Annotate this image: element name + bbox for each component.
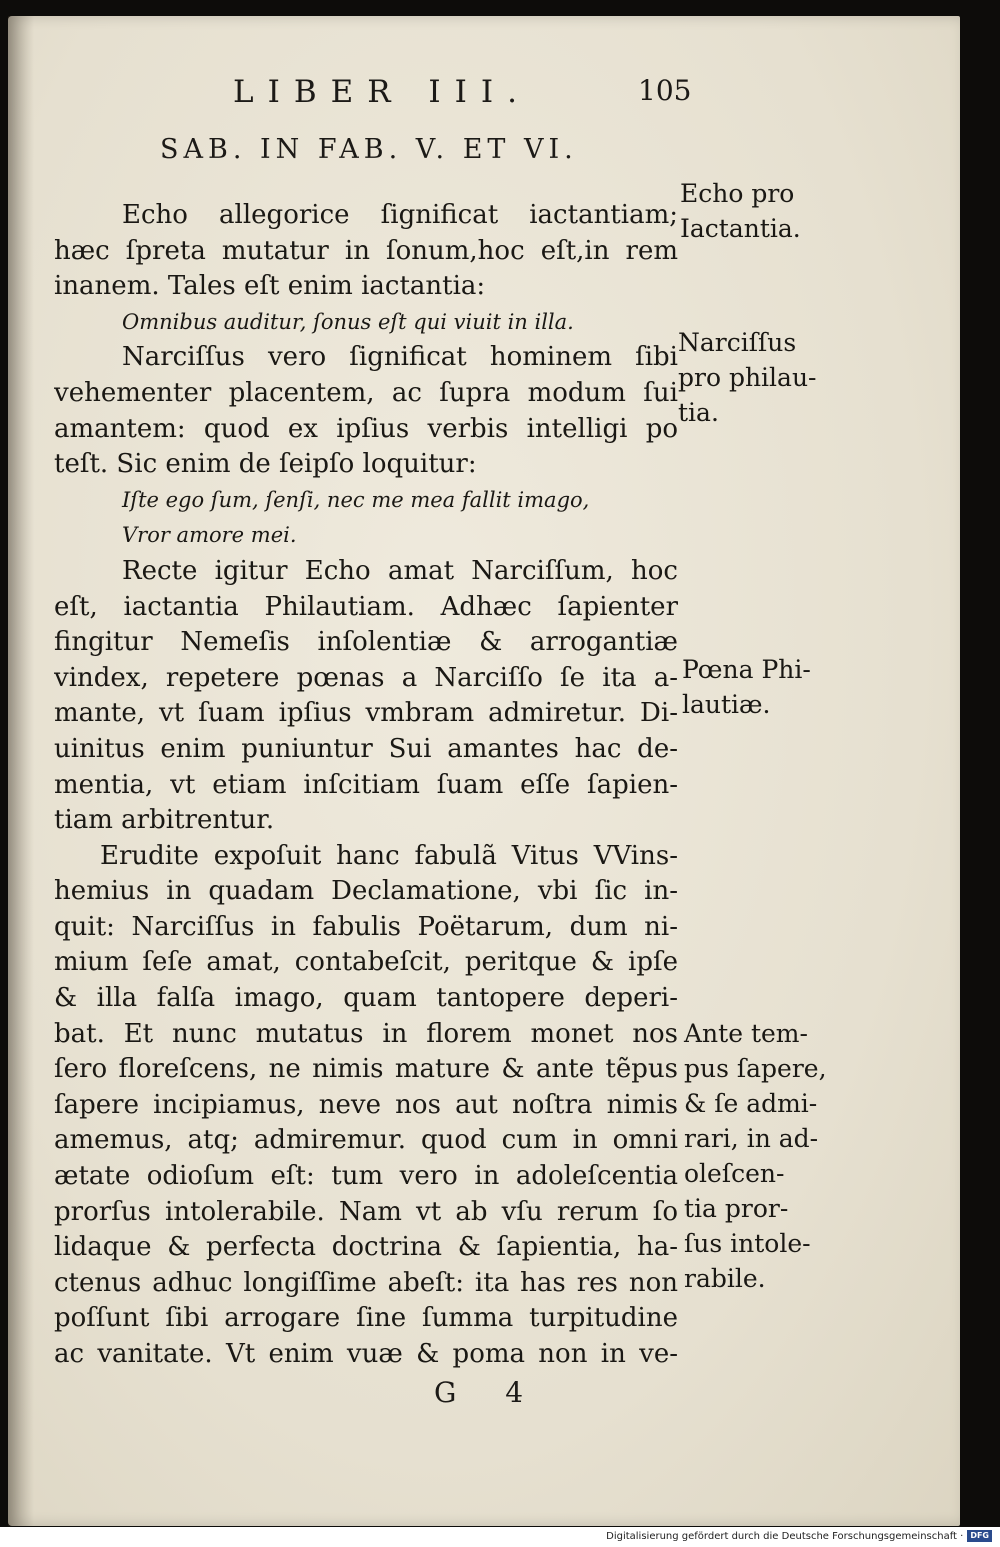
text-line: Echo allegorice ſignificat iactantiam; (122, 200, 678, 230)
digitization-footer (0, 1527, 1000, 1547)
verse-line: Vror amore mei. (122, 523, 297, 548)
text-line: mium ſeſe amat, contabeſcit, peritque & ipſe (54, 947, 678, 978)
book-page (8, 16, 960, 1526)
text-line: & illa falſa imago, quam tantopere deperi- (54, 983, 678, 1014)
text-line: ſero floreſcens, ne nimis mature & ante tẽpus (54, 1054, 678, 1085)
text-line: hæc ſpreta mutatur in ſonum,hoc eſt,in rem (54, 235, 678, 266)
text-line: vehementer placentem, ac ſupra modum ſui (54, 377, 678, 408)
text-line: ætate odioſum eſt: tum vero in adoleſcentia (54, 1161, 678, 1192)
text-line: inanem. Tales eſt enim iactantia: (54, 271, 486, 302)
running-title: LIBER III. (233, 74, 532, 110)
verse-line: Iſte ego ſum, ſenſi, nec me mea fallit imago, (122, 487, 590, 512)
signature-mark: G 4 (434, 1376, 544, 1409)
text-line: tiam arbitrentur. (54, 805, 275, 836)
text-line: mentia, vt etiam inſcitiam ſuam eſſe ſapien- (54, 769, 678, 800)
verse-line: Omnibus auditur, ſonus eſt qui viuit in illa. (122, 309, 574, 334)
text-line: uinitus enim puniuntur Sui amantes hac de- (54, 733, 678, 764)
text-line: hemius in quadam Declamatione, vbi ſic in- (54, 876, 678, 907)
text-line: ac vanitate. Vt enim vuæ & poma non in ve- (54, 1339, 678, 1369)
dfg-logo-icon: DFG (967, 1530, 992, 1542)
text-line: ſapere incipiamus, neve nos aut noſtra nimis (54, 1089, 678, 1120)
page-gutter-shadow (8, 16, 34, 1526)
text-line: amemus, atq; admiremur. quod cum in omni (54, 1125, 678, 1156)
text-line: Narciſſus vero ſignificat hominem ſibi (122, 342, 678, 373)
body-text (54, 198, 678, 1373)
marginal-note-echo: Echo pro Iactantia. (680, 179, 801, 243)
text-line: prorſus intolerabile. Nam vt ab vſu rerum ſo (54, 1196, 678, 1227)
section-title: SAB. IN FAB. V. ET VI. (160, 134, 578, 165)
text-line: Erudite expoſuit hanc fabulã Vitus VVins- (100, 840, 678, 871)
text-line: fingitur Nemeſis inſolentiæ & arrogantiæ (54, 627, 678, 658)
text-line: teſt. Sic enim de ſeipſo loquitur: (54, 449, 477, 480)
marginal-note-narcissus: Narciſſus pro philau- tia. (678, 328, 817, 427)
text-line: vindex, repetere pœnas a Narciſſo ſe ita a- (54, 662, 678, 693)
marginal-note-ante-tempus: Ante tem- pus ſapere, & ſe admi- rari, in ad- oleſcen- tia pror- ſus intole- rabile. (684, 1019, 827, 1293)
text-line: amantem: quod ex ipſius verbis intelligi po (54, 413, 678, 444)
text-line: Recte igitur Echo amat Narciſſum, hoc (122, 555, 678, 586)
text-line: poſſunt ſibi arrogare ſine ſumma turpitudine (54, 1303, 678, 1334)
text-line: quit: Narciſſus in fabulis Poëtarum, dum ni- (54, 911, 678, 942)
page-number: 105 (638, 74, 692, 107)
marginal-note-poena: Pœna Phi- lautiæ. (682, 655, 811, 719)
text-line: ctenus adhuc longiſſime abeſt: ita has res non (54, 1267, 678, 1298)
text-line: bat. Et nunc mutatus in florem monet nos (54, 1018, 678, 1049)
text-line: lidaque & perfecta doctrina & ſapientia, ha- (54, 1232, 678, 1263)
text-line: mante, vt ſuam ipſius vmbram admiretur. Di- (54, 698, 678, 729)
text-line: eſt, iactantia Philautiam. Adhæc ſapienter (54, 591, 678, 622)
footer-credit: Digitalisierung gefördert durch die Deutsche Forschungsgemeinschaft · (606, 1531, 964, 1542)
